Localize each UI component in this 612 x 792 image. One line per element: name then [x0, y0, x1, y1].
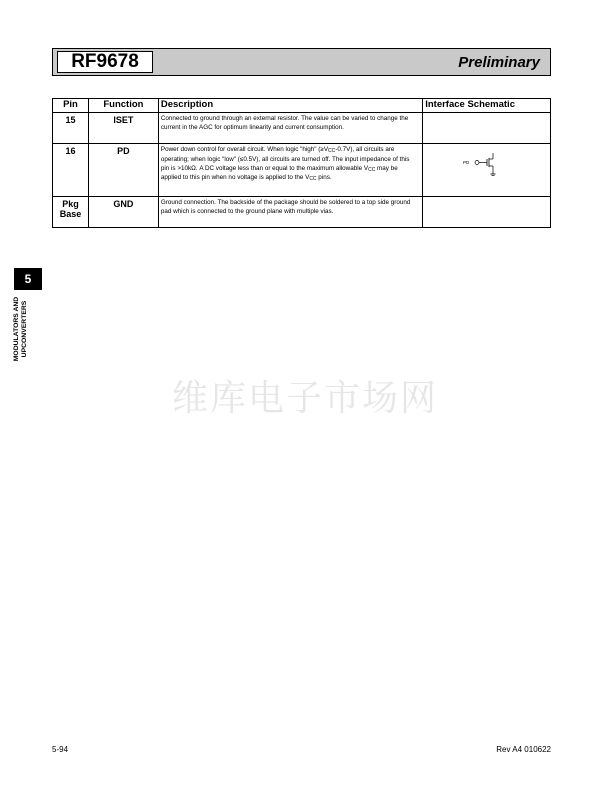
- pin-function: ISET: [88, 113, 158, 144]
- table-header-row: [53, 99, 551, 113]
- pd-input-schematic: [463, 150, 513, 180]
- pin-function: GND: [88, 197, 158, 228]
- column-header-function: Function: [88, 99, 158, 113]
- pin-number: 15: [53, 113, 89, 144]
- column-header-description: Description: [158, 99, 422, 113]
- pin-function: PD: [88, 144, 158, 197]
- interface-schematic-cell: [423, 113, 551, 144]
- page-number: 5-94: [52, 745, 69, 754]
- pin-function-table: [52, 98, 551, 228]
- part-number: RF9678: [57, 51, 153, 73]
- table-row: [53, 113, 551, 144]
- schematic-pin-label: PD: [463, 160, 470, 165]
- section-number-tab: 5: [14, 268, 42, 290]
- table-row: [53, 197, 551, 228]
- pin-description: Ground connection. The backside of the package should be soldered to a top side ground pad which is connected to the ground plane with multiple vias.: [158, 197, 422, 228]
- watermark: 维库电子市场网: [172, 378, 439, 419]
- table-row: [53, 144, 551, 197]
- header-bar: [52, 48, 551, 76]
- section-label: MODULATORS AND UPCONVERTERS: [13, 296, 28, 362]
- pin-description: Power down control for overall circuit. When logic "high" $(\ge V_{CC}-0.7V)$, all circuits are operating; when logic "low" (≤0.5V), all circuits are turned off. The input impedance of this pin is >10kΩ. A DC voltage less than or equal to the maximum allowable $V_{CC}$ may be applied to this pin when no voltage is applied to the $V_{CC}$ pins.: [158, 144, 422, 197]
- pin-number: Pkg Base: [53, 197, 89, 228]
- interface-schematic-cell: [423, 144, 551, 197]
- pin-number: 16: [53, 144, 89, 197]
- revision-label: Rev A4 010622: [496, 745, 551, 754]
- pin-description: Connected to ground through an external resistor. The value can be varied to change the current in the AGC for optimum linearity and current consumption.: [158, 113, 422, 144]
- column-header-pin: Pin: [53, 99, 89, 113]
- interface-schematic-cell: [423, 197, 551, 228]
- status-label: Preliminary: [458, 54, 540, 71]
- column-header-schematic: Interface Schematic: [423, 99, 551, 113]
